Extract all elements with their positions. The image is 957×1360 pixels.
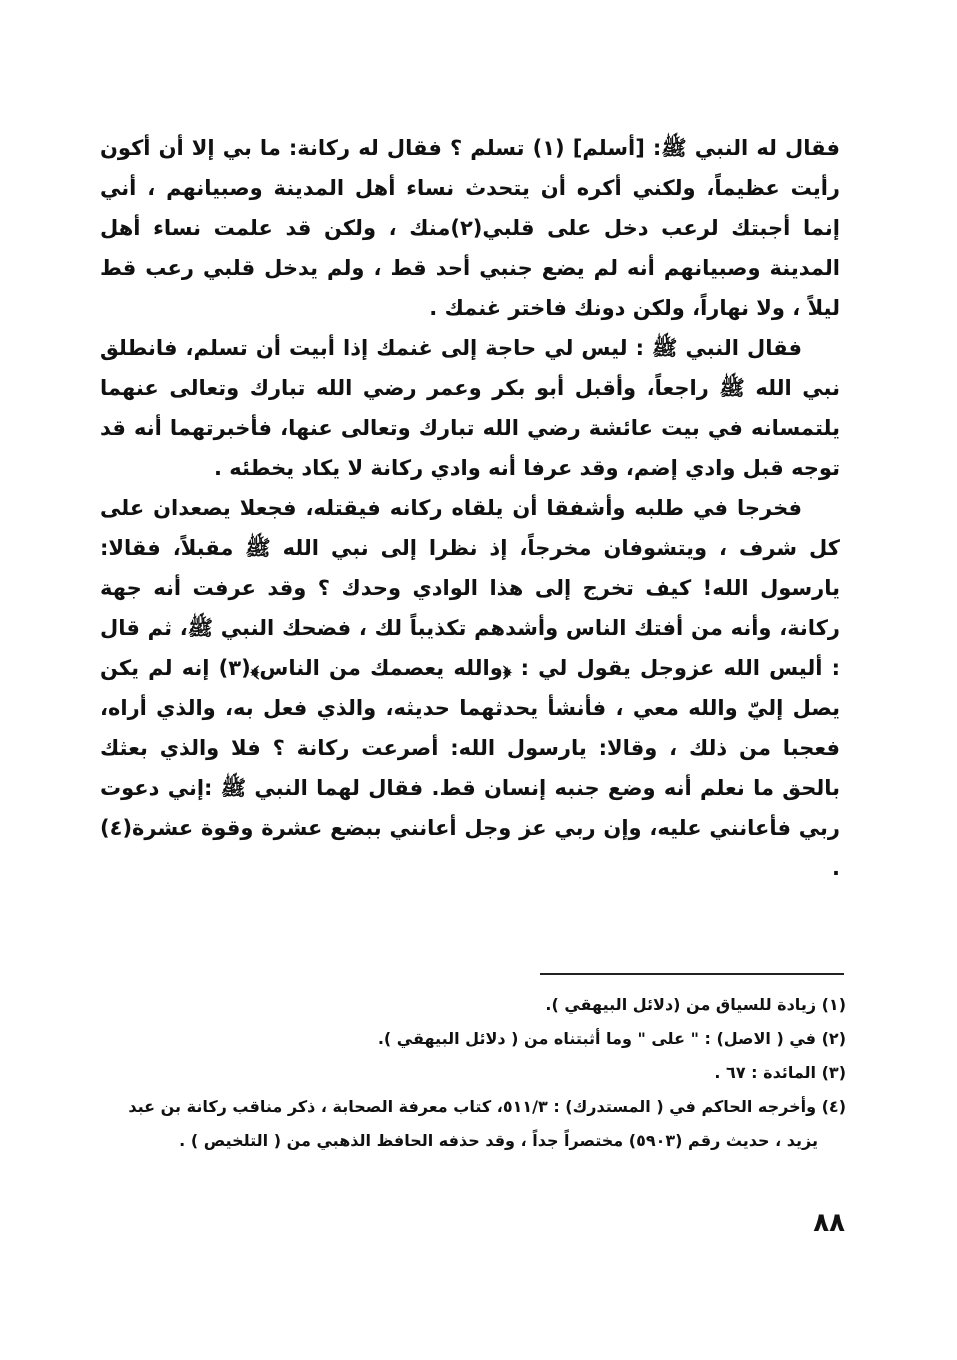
footnote-2: (٢) في ( الاصل) : " على " وما أثبتناه من ( دلائل البيهقي ). <box>377 1029 846 1048</box>
footnote-separator <box>540 973 844 975</box>
footnote-4: (٤) وأخرجه الحاكم في ( المستدرك) : ٥١١/٣، كتاب معرفة الصحابة ، ذكر مناقب ركانة بن عبد <box>128 1097 846 1116</box>
footnote-4-continuation: يزيد ، حديث رقم (٥٩٠٣) مختصراً جداً ، وقد حذفه الحافظ الذهبي من ( التلخيص ) . <box>179 1131 818 1150</box>
paragraph-3: فخرجا في طلبه وأشفقا أن يلقاه ركانه فيقتله، فجعلا يصعدان على كل شرف ، ويتشوفان مخرجاً، إذ نظرا إلى نبي الله ﷺ مقبلاً، فقالا: يارسول الله! كيف تخرج إلى هذا الوادي وحدك ؟ وقد عرفت أنه جهة ركانة، وأنه من أفتك الناس وأشدهم تكذيباً لك ، فضحك النبي ﷺ، ثم قال : أليس الله عزوجل يقول لي : ﴿والله يعصمك من الناس﴾(٣) إنه لم يكن يصل إليّ والله معي ، فأنشأ يحدثهما حديثه، والذي فعل به، والذي أراه، فعجبا من ذلك ، وقالا: يارسول الله: أصرعت ركانة ؟ فلا والذي بعثك بالحق ما نعلم أنه وضع جنبه إنسان قط. فقال لهما النبي ﷺ :إني دعوت ربي فأعانني عليه، وإن ربي عز وجل أعانني ببضع عشرة وقوة عشرة(٤) . <box>100 496 840 880</box>
footnote-1: (١) زيادة للسياق من (دلائل البيهقي ). <box>545 995 846 1014</box>
main-text <box>100 128 840 888</box>
paragraph-2: فقال النبي ﷺ : ليس لي حاجة إلى غنمك إذا أبيت أن تسلم، فانطلق نبي الله ﷺ راجعاً، وأقبل أبو بكر وعمر رضي الله تبارك وتعالى عنهما يلتمسانه في بيت عائشة رضي الله تبارك وتعالى عنها، فأخبرتهما أنه قد توجه قبل وادي إضم، وقد عرفا أنه وادي ركانة لا يكاد يخطئه . <box>100 336 840 480</box>
footnotes <box>100 988 846 1158</box>
footnote-3: (٣) المائدة : ٦٧ . <box>714 1063 846 1082</box>
page-number: ٨٨ <box>813 1208 845 1238</box>
paragraph-1: فقال له النبي ﷺ: [أسلم] (١) تسلم ؟ فقال له ركانة: ما بي إلا أن أكون رأيت عظيماً، ولكني أكره أن يتحدث نساء أهل المدينة وصبيانهم ، أني إنما أجبتك لرعب دخل على قلبي(٢)منك ، ولكن قد علمت نساء أهل المدينة وصبيانهم أنه لم يضع جنبي أحد قط ، ولم يدخل قلبي رعب قط ليلاً ، ولا نهاراً، ولكن دونك فاختر غنمك . <box>100 136 841 320</box>
